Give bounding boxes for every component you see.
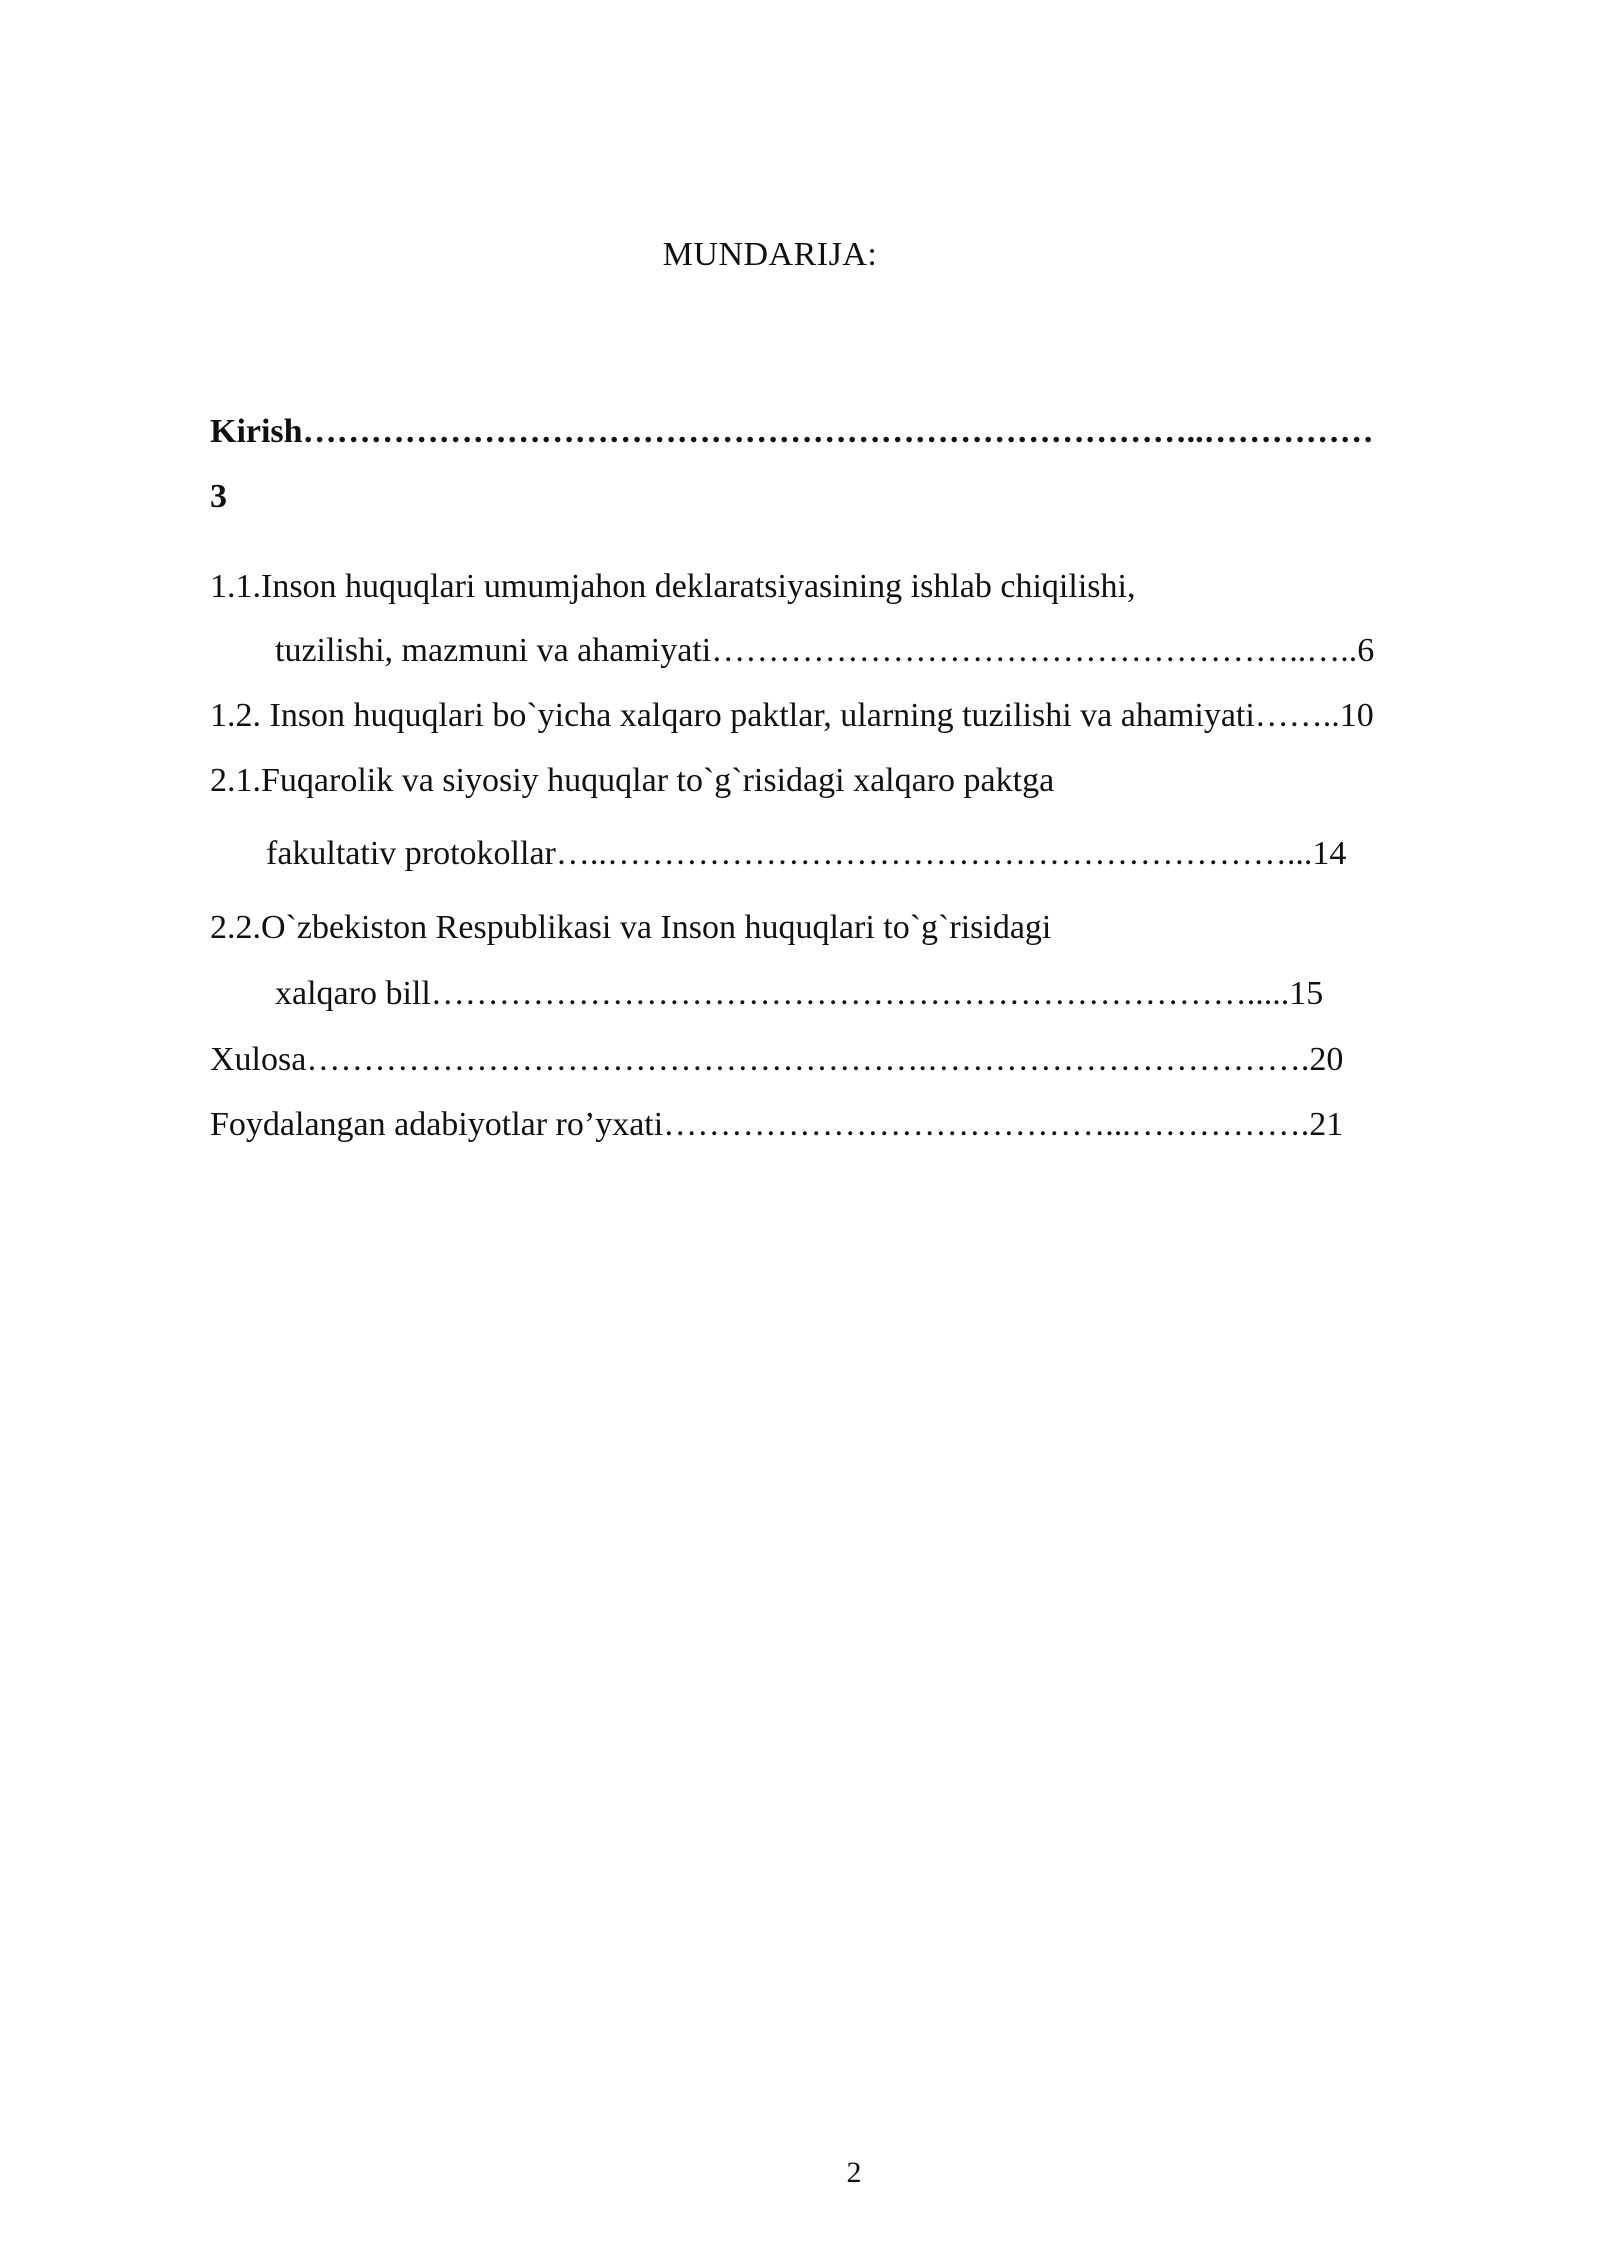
toc-entry-2-1-line1: 2.1.Fuqarolik va siyosiy huquqlar to`g`risidagi xalqaro paktga	[210, 762, 1055, 799]
toc-entry-1-1-line1: 1.1.Inson huquqlari umumjahon deklaratsiyasining ishlab chiqilishi,	[210, 568, 1136, 605]
toc-entry-adabiyotlar: Foydalangan adabiyotlar ro’yxati…………………………………...…………….21	[210, 1106, 1344, 1143]
toc-entry-1-1-line2: tuzilishi, mazmuni va ahamiyati……………………………………………..…..6	[275, 632, 1375, 669]
page-title: MUNDARIJA:	[662, 236, 878, 273]
toc-entry-xulosa: Xulosa……………………………………………….…………………………….20	[210, 1041, 1344, 1078]
toc-entry-kirish-page: 3	[210, 478, 227, 515]
toc-entry-1-2: 1.2. Inson huquqlari bo`yicha xalqaro paktlar, ularning tuzilishi va ahamiyati……..10	[210, 697, 1374, 734]
toc-entry-kirish: Kirish……………………………………………………………………..……………	[210, 413, 1374, 450]
toc-entry-2-2-line1: 2.2.O`zbekiston Respublikasi va Inson huquqlari to`g`risidagi	[210, 909, 1052, 946]
toc-entry-2-1-line2: fakultativ protokollar…..……………………………………………………...14	[266, 835, 1347, 872]
page-number: 2	[846, 2156, 862, 2189]
toc-entry-2-2-line2: xalqaro bill……………………………………………………………….....15	[275, 975, 1324, 1012]
